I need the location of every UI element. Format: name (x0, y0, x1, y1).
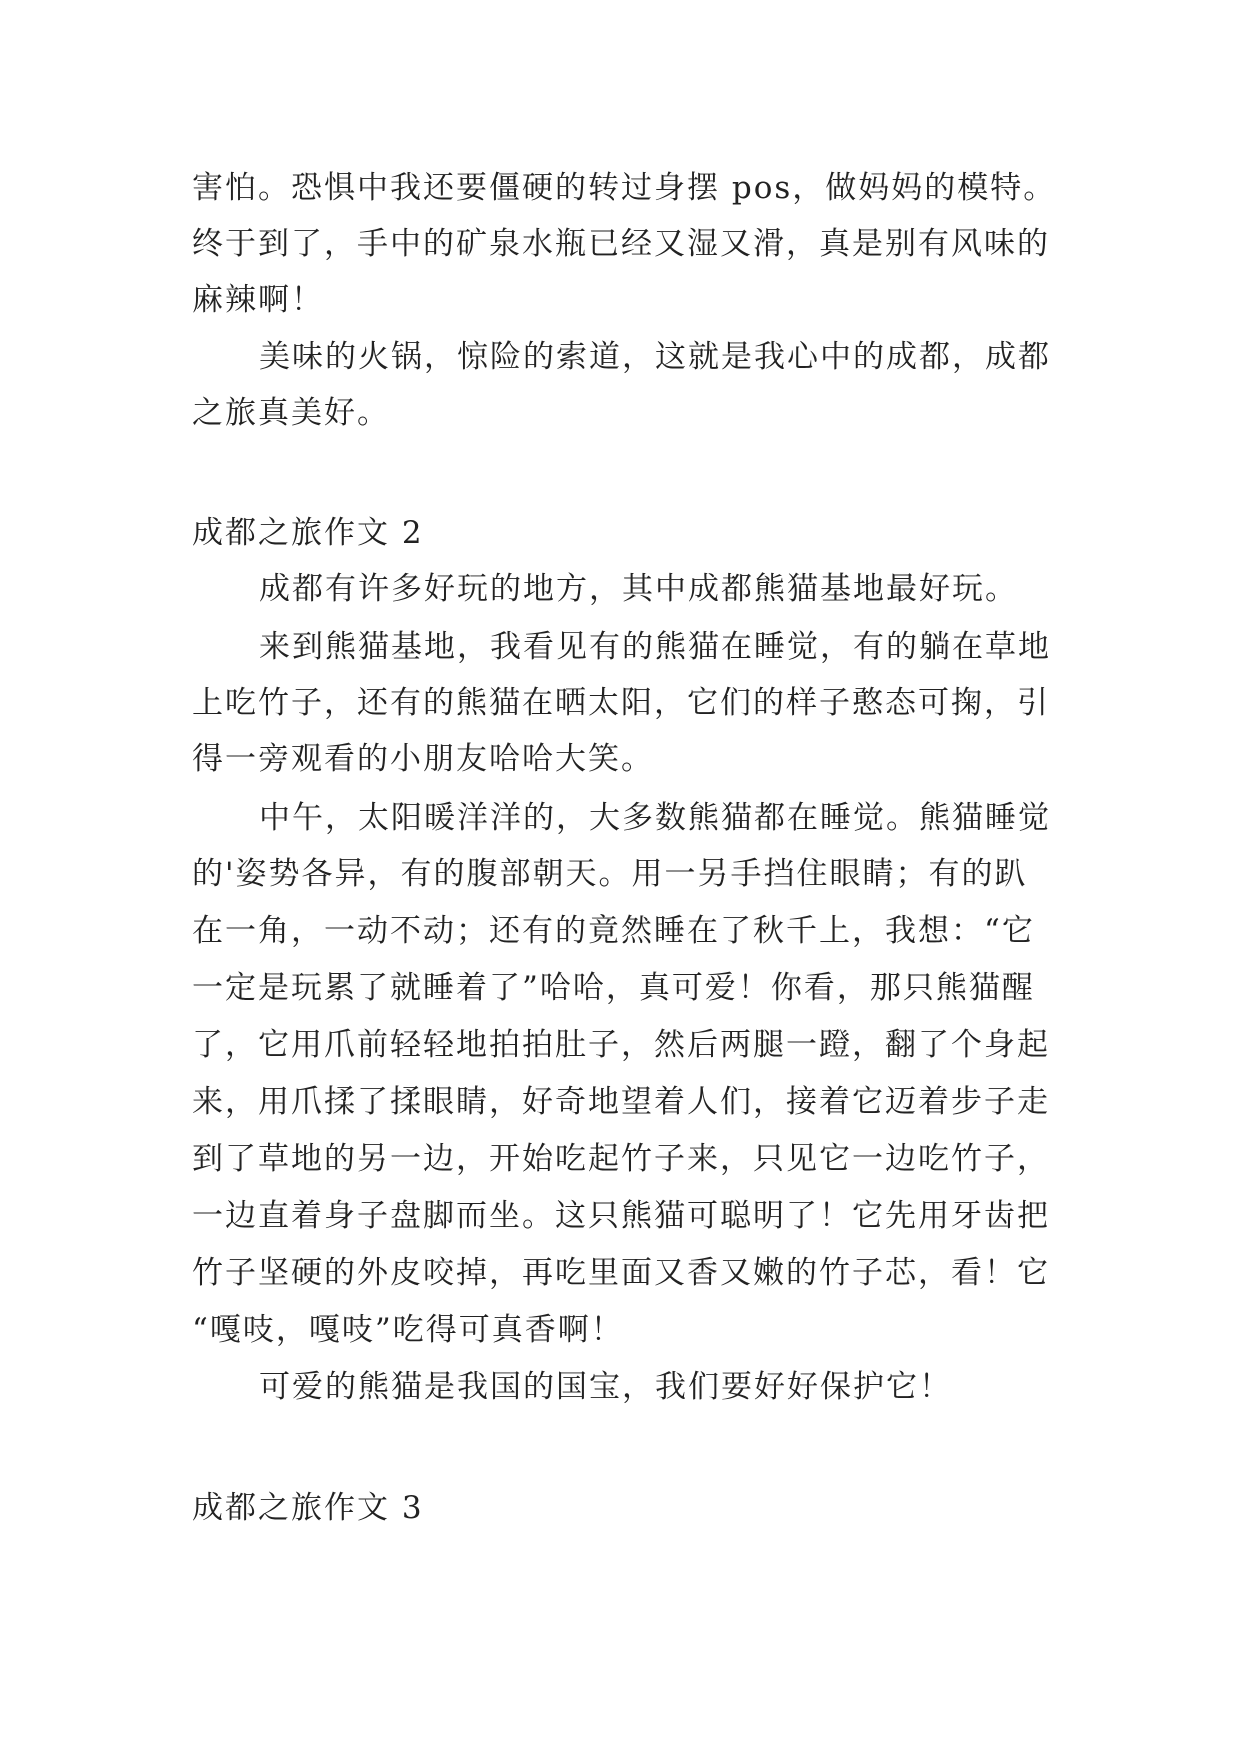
paragraph-line: 一定是玩累了就睡着了”哈哈，真可爱！你看，那只熊猫醒 (192, 970, 1035, 1006)
paragraph-line: 之旅真美好。 (192, 395, 390, 431)
paragraph-line: 了，它用爪前轻轻地拍拍肚子，然后两腿一蹬，翻了个身起 (192, 1027, 1050, 1063)
paragraph-line: 来到熊猫基地，我看见有的熊猫在睡觉，有的躺在草地 (259, 629, 1051, 665)
paragraph-line: 麻辣啊！ (192, 282, 324, 318)
paragraph-line: 的'姿势各异，有的腹部朝天。用一另手挡住眼睛；有的趴 (192, 856, 1028, 892)
paragraph-line: 竹子坚硬的外皮咬掉，再吃里面又香又嫩的竹子芯，看！它 (192, 1255, 1050, 1291)
paragraph-line: 可爱的熊猫是我国的国宝，我们要好好保护它！ (259, 1369, 952, 1405)
paragraph-line: 到了草地的另一边，开始吃起竹子来，只见它一边吃竹子， (192, 1141, 1050, 1177)
paragraph-line: 成都有许多好玩的地方，其中成都熊猫基地最好玩。 (259, 571, 1018, 607)
paragraph-line: 终于到了，手中的矿泉水瓶已经又湿又滑，真是别有风味的 (192, 226, 1050, 262)
paragraph-line: “嘎吱，嘎吱”吃得可真香啊！ (192, 1312, 624, 1348)
paragraph-line: 上吃竹子，还有的熊猫在晒太阳，它们的样子憨态可掬，引 (192, 685, 1050, 721)
paragraph-line: 美味的火锅，惊险的索道，这就是我心中的成都，成都 (259, 339, 1051, 375)
paragraph-line: 害怕。恐惧中我还要僵硬的转过身摆 pos，做妈妈的模特。 (192, 170, 1057, 206)
paragraph-line: 来，用爪揉了揉眼睛，好奇地望着人们，接着它迈着步子走 (192, 1084, 1050, 1120)
paragraph-line: 一边直着身子盘脚而坐。这只熊猫可聪明了！它先用牙齿把 (192, 1198, 1050, 1234)
paragraph-line: 中午，太阳暖洋洋的，大多数熊猫都在睡觉。熊猫睡觉 (259, 800, 1051, 836)
paragraph-line: 在一角，一动不动；还有的竟然睡在了秋千上，我想：“它 (192, 913, 1035, 949)
section-title: 成都之旅作文 2 (192, 515, 424, 551)
section-title: 成都之旅作文 3 (192, 1490, 424, 1526)
paragraph-line: 得一旁观看的小朋友哈哈大笑。 (192, 741, 654, 777)
